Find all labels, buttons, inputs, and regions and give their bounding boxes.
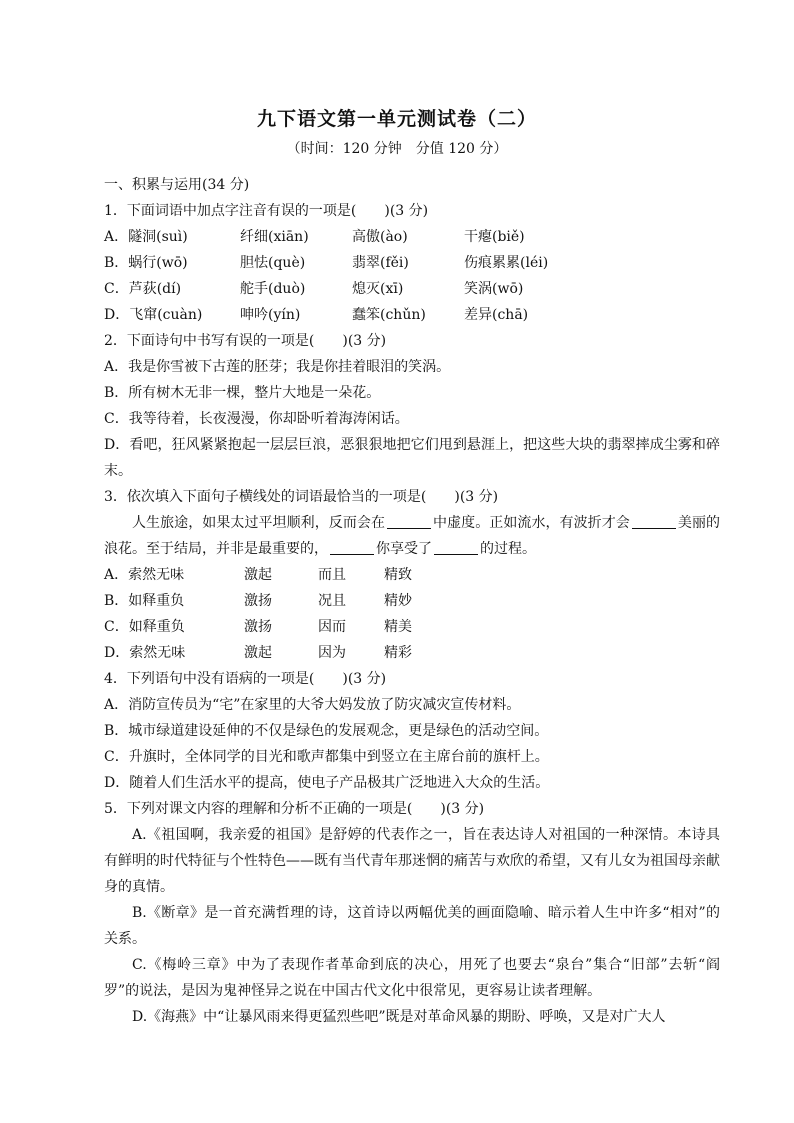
option-word: 纤细(xiān) <box>240 229 309 245</box>
question-4-option-a: A．消防宣传员为“宅”在家里的大爷大妈发放了防灾减灾宣传材料。 <box>104 697 521 713</box>
option-word: B．如释重负 <box>104 593 185 609</box>
question-5-option-d: D.《海燕》中“让暴风雨来得更猛烈些吧”既是对革命风暴的期盼、呼唤，又是对广大人 <box>132 1009 666 1025</box>
option-word: 因为 <box>318 645 346 661</box>
passage-text: 美丽的浪花。至于结局，并非是最重要的， <box>104 515 721 557</box>
option-word: 精美 <box>384 619 412 635</box>
question-1-stem: 1．下面词语中加点字注音有误的一项是( )(3 分) <box>104 203 429 219</box>
option-word: 激起 <box>244 645 272 661</box>
page-title: 九下语文第一单元测试卷（二） <box>256 108 537 130</box>
option-word: 胆怯(què) <box>240 255 306 271</box>
option-word: 激扬 <box>244 593 272 609</box>
question-4-option-d: D．随着人们生活水平的提高，使电子产品极其广泛地进入大众的生活。 <box>104 775 550 791</box>
option-word: D．索然无味 <box>104 645 186 661</box>
question-3-passage <box>104 510 720 562</box>
question-1-option-b <box>104 250 720 276</box>
option-word: A．索然无味 <box>104 567 185 583</box>
option-word: 笑涡(wō) <box>464 281 524 297</box>
question-4-option-b: B．城市绿道建设延伸的不仅是绿色的发展观念，更是绿色的活动空间。 <box>104 723 549 739</box>
question-2-stem: 2．下面诗句中书写有误的一项是( )(3 分) <box>104 333 387 349</box>
passage-text: 你享受了 <box>376 541 432 557</box>
question-1-option-a <box>104 224 720 250</box>
option-word: 伤痕累累(léi) <box>464 255 549 271</box>
passage-text: 人生旅途，如果太过平坦顺利，反而会在 <box>132 515 385 531</box>
option-word: 舵手(duò) <box>240 281 306 297</box>
question-3-option-c <box>104 614 720 640</box>
option-word: 干瘪(biě) <box>464 229 525 245</box>
option-word: 呻吟(yín) <box>240 307 301 323</box>
option-word: 熄灭(xī) <box>352 281 404 297</box>
question-1-option-d <box>104 302 720 328</box>
option-word: 激扬 <box>244 619 272 635</box>
question-2-option-b: B．所有树木无非一棵，整片大地是一朵花。 <box>104 385 381 401</box>
option-word: 况且 <box>318 593 346 609</box>
option-word: 差异(chā) <box>464 307 529 323</box>
option-word: 因而 <box>318 619 346 635</box>
option-word: 精致 <box>384 567 412 583</box>
option-word: 精妙 <box>384 593 412 609</box>
question-3-stem: 3．依次填入下面句子横线处的词语最恰当的一项是( )(3 分) <box>104 489 499 505</box>
option-word: C．芦荻(dí) <box>104 281 182 297</box>
question-4-stem: 4．下列语句中没有语病的一项是( )(3 分) <box>104 671 387 687</box>
exam-content <box>104 172 720 1030</box>
option-word: A．隧洞(suì) <box>104 229 188 245</box>
option-word: 激起 <box>244 567 272 583</box>
section-heading: 一、积累与运用(34 分) <box>104 177 250 193</box>
option-word: 高傲(ào) <box>352 229 408 245</box>
question-4-option-c: C．升旗时，全体同学的目光和歌声都集中到竖立在主席台前的旗杆上。 <box>104 749 549 765</box>
option-word: 精彩 <box>384 645 412 661</box>
question-5-option-b: B.《断章》是一首充满哲理的诗，这首诗以两幅优美的画面隐喻、暗示着人生中许多“相对”的关系。 <box>104 905 720 947</box>
option-word: 而且 <box>318 567 346 583</box>
question-5-option-a: A.《祖国啊，我亲爱的祖国》是舒婷的代表作之一，旨在表达诗人对祖国的一种深情。本诗具有鲜明的时代特征与个性特色——既有当代青年那迷惘的痛苦与欢欣的希望，又有儿女为祖国母亲献身的真情。 <box>104 827 720 895</box>
question-3-option-a <box>104 562 720 588</box>
question-2-option-a: A．我是你雪被下古莲的胚芽；我是你挂着眼泪的笑涡。 <box>104 359 451 375</box>
fill-blank <box>632 514 676 529</box>
option-word: B．蜗行(wō) <box>104 255 188 271</box>
fill-blank <box>434 540 478 555</box>
question-5-option-c: C.《梅岭三章》中为了表现作者革命到底的决心，用死了也要去“泉台”集合“旧部”去斩“阎罗”的说法，是因为鬼神怪异之说在中国古代文化中很常见，更容易让读者理解。 <box>104 957 720 999</box>
option-word: 翡翠(fěi) <box>352 255 409 271</box>
option-word: C．如释重负 <box>104 619 185 635</box>
question-5-stem: 5．下列对课文内容的理解和分析不正确的一项是( )(3 分) <box>104 801 485 817</box>
question-2-option-c: C．我等待着，长夜漫漫，你却卧听着海涛闲话。 <box>104 411 409 427</box>
option-word: 蠢笨(chǔn) <box>352 307 426 323</box>
passage-text: 的过程。 <box>480 541 536 557</box>
passage-text: 中虚度。正如流水，有波折才会 <box>433 515 630 531</box>
fill-blank <box>330 540 374 555</box>
option-word: D．飞窜(cuàn) <box>104 307 203 323</box>
question-3-option-b <box>104 588 720 614</box>
question-2-option-d: D．看吧，狂风紧紧抱起一层层巨浪，恶狠狠地把它们甩到悬涯上，把这些大块的翡翠摔成尘雾和碎末。 <box>104 437 720 479</box>
page-subtitle: （时间：120 分钟 分值 120 分） <box>286 141 508 157</box>
question-3-option-d <box>104 640 720 666</box>
question-1-option-c <box>104 276 720 302</box>
fill-blank <box>387 514 431 529</box>
